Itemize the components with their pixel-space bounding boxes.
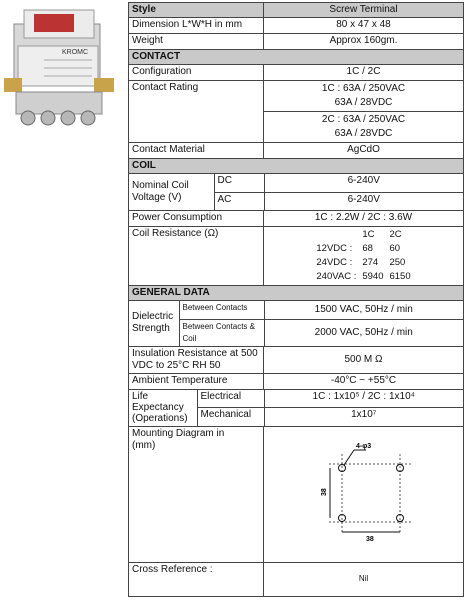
dim-height-label: 38 — [320, 488, 328, 496]
power-label: Power Consumption — [129, 211, 264, 227]
dimension-label: Dimension L*W*H in mm — [129, 18, 264, 34]
ac-label: AC — [214, 192, 264, 210]
contact-section-header: CONTACT — [129, 50, 464, 65]
mounting-label: Mounting Diagram in (mm) — [132, 427, 225, 451]
cr-cell: 250 — [389, 257, 406, 268]
dielectric-value-1: 1500 VAC, 50Hz / min — [264, 301, 463, 319]
contact-rating-label: Contact Rating — [129, 81, 264, 143]
style-value: Screw Terminal — [264, 3, 464, 18]
coil-resistance-table — [313, 228, 413, 284]
dimension-value: 80 x 47 x 48 — [264, 18, 464, 34]
cr-cell: 68 — [362, 243, 373, 254]
dc-value: 6-240V — [264, 174, 463, 192]
contact-rating-line: 63A / 28VDC — [334, 97, 393, 108]
mechanical-label: Mechanical — [197, 408, 264, 426]
cross-ref-value: Nil — [264, 562, 464, 596]
configuration-label: Configuration — [129, 65, 264, 81]
dielectric-value-2: 2000 VAC, 50Hz / min — [314, 326, 413, 338]
ambient-value: -40°C ~ +55°C — [264, 373, 464, 389]
cr-cell: 60 — [389, 243, 401, 254]
general-section-header: GENERAL DATA — [129, 286, 464, 301]
cr-cell: 12VDC : — [316, 243, 353, 254]
configuration-value: 1C / 2C — [264, 65, 464, 81]
cr-cell: 24VDC : — [316, 257, 353, 268]
ac-value: 6-240V — [347, 193, 380, 205]
insulation-value: 500 M Ω — [264, 346, 464, 373]
weight-label: Weight — [129, 34, 264, 50]
cr-cell: 274 — [362, 257, 379, 268]
cr-cell: 5940 — [362, 271, 384, 282]
mounting-diagram — [304, 442, 424, 542]
weight-value: Approx 160gm. — [264, 34, 464, 50]
hole-spec-label: 4-φ3 — [355, 443, 371, 450]
nominal-coil-label: Nominal Coil Voltage (V) — [129, 174, 214, 210]
electrical-value: 1C : 1x10⁵ / 2C : 1x10⁴ — [264, 390, 463, 408]
insulation-label: Insulation Resistance at 500 VDC to 25°C RH 50 — [129, 346, 264, 373]
dim-width-label: 38 — [365, 536, 374, 542]
dielectric-sub-2: Between Contacts & Coil — [179, 319, 264, 346]
dielectric-label: Dielectric Strength — [129, 301, 179, 346]
contact-rating-line: 2C : 63A / 250VAC — [321, 114, 406, 125]
cr-header — [313, 228, 359, 242]
cr-header: 2C — [389, 229, 402, 240]
contact-rating-line: 1C : 63A / 250VAC — [321, 83, 406, 94]
power-value: 1C : 2.2W / 2C : 3.6W — [264, 211, 464, 227]
contact-material-label: Contact Material — [129, 143, 264, 159]
life-label: Life Expectancy (Operations) — [129, 390, 197, 426]
spec-table — [128, 2, 464, 597]
dielectric-sub-1: Between Contacts — [179, 301, 264, 319]
cross-ref-label: Cross Reference : — [129, 562, 264, 596]
photo-brand: KROMC — [62, 49, 89, 56]
style-label: Style — [129, 3, 264, 18]
dc-label: DC — [214, 174, 264, 192]
cr-cell: 240VAC : — [316, 271, 357, 282]
contact-rating-line: 63A / 28VDC — [334, 128, 393, 139]
coil-resistance-label: Coil Resistance (Ω) — [129, 227, 264, 286]
cr-cell: 6150 — [389, 271, 411, 282]
coil-section-header: COIL — [129, 159, 464, 174]
contact-material-value: AgCdO — [264, 143, 464, 159]
relay-photo — [4, 6, 116, 134]
mechanical-value: 1x10⁷ — [351, 409, 377, 420]
electrical-label: Electrical — [197, 390, 264, 408]
ambient-label: Ambient Temperature — [129, 373, 264, 389]
cr-header: 1C — [362, 229, 375, 240]
